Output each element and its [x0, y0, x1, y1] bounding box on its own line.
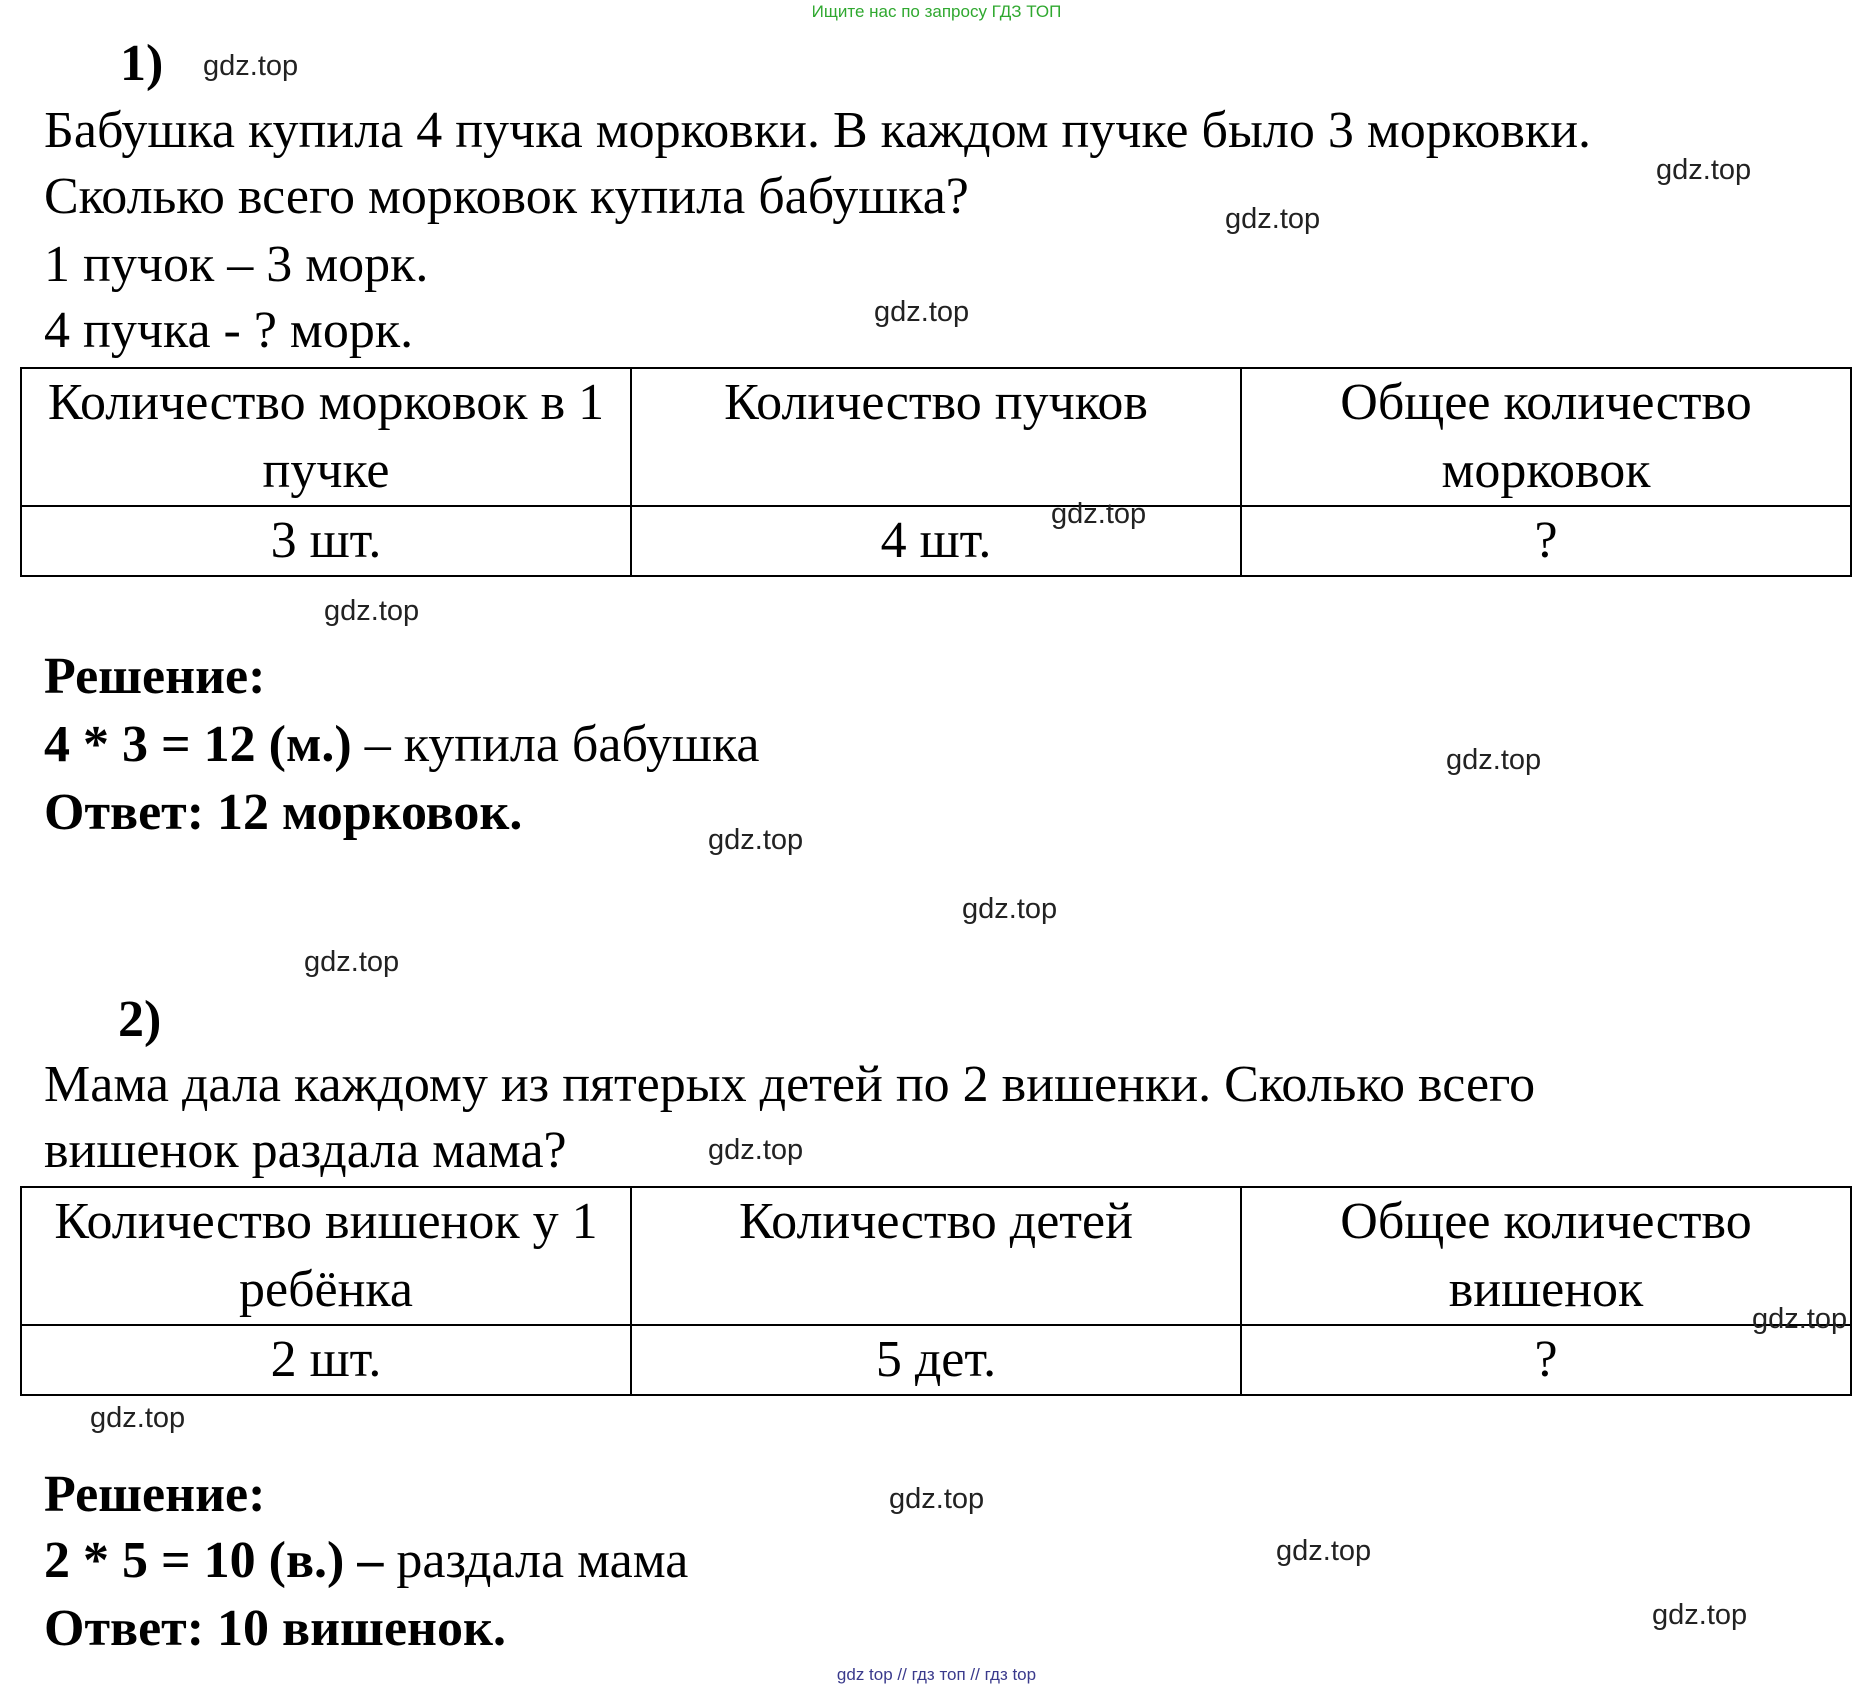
watermark: gdz.top: [203, 50, 299, 82]
task2-header-per-child: Количество вишенок у 1 ребёнка: [21, 1187, 631, 1325]
task1-note-line2: 4 пучка - ? морк.: [44, 302, 414, 359]
task2-table: [20, 1186, 1852, 1396]
task1-text-line2: Сколько всего морковок купила бабушка?: [44, 168, 969, 225]
task2-number: 2): [118, 991, 162, 1048]
task1-answer: Ответ: 12 морковок.: [44, 784, 523, 841]
task2-value-per-child: 2 шт.: [21, 1325, 631, 1395]
task2-solution-label: Решение:: [44, 1466, 266, 1523]
task1-text-line1: Бабушка купила 4 пучка морковки. В каждом пучке было 3 морковки.: [44, 102, 1592, 159]
task1-header-per-bunch: Количество морковок в 1 пучке: [21, 368, 631, 506]
task2-header-total: Общее количество вишенок: [1241, 1187, 1851, 1325]
task2-table-value-row: [21, 1325, 1851, 1395]
task1-table: [20, 367, 1852, 577]
task1-solution-expr: 4 * 3 = 12 (м.): [44, 716, 352, 773]
watermark: gdz.top: [1276, 1535, 1372, 1567]
task1-header-bunches: Количество пучков: [631, 368, 1241, 506]
watermark: gdz.top: [90, 1402, 186, 1434]
task1-table-value-row: [21, 506, 1851, 576]
task2-answer: Ответ: 10 вишенок.: [44, 1600, 506, 1657]
task2-solution-expr: 2 * 5 = 10 (в.) –: [44, 1532, 384, 1589]
watermark: gdz.top: [324, 595, 420, 627]
task2-header-children: Количество детей: [631, 1187, 1241, 1325]
watermark: gdz.top: [1051, 498, 1147, 530]
task2-value-total: ?: [1241, 1325, 1851, 1395]
task2-solution-rest: раздала мама: [383, 1532, 689, 1589]
task1-solution-rest: – купила бабушка: [351, 716, 760, 773]
task1-solution-label: Решение:: [44, 648, 266, 705]
watermark: gdz.top: [1652, 1599, 1748, 1631]
watermark: gdz.top: [962, 893, 1058, 925]
task1-table-header-row: [21, 368, 1851, 506]
watermark: gdz.top: [1446, 744, 1542, 776]
task1-number: 1): [120, 35, 164, 92]
watermark: gdz.top: [1752, 1303, 1848, 1335]
task2-value-children: 5 дет.: [631, 1325, 1241, 1395]
task1-note-line1: 1 пучок – 3 морк.: [44, 236, 429, 293]
task1-solution-line: [44, 712, 760, 778]
watermark: gdz.top: [708, 1134, 804, 1166]
task1-value-total: ?: [1241, 506, 1851, 576]
watermark: gdz.top: [1225, 203, 1321, 235]
watermark: gdz.top: [1656, 154, 1752, 186]
task1-value-per-bunch: 3 шт.: [21, 506, 631, 576]
task1-value-bunches: 4 шт.: [631, 506, 1241, 576]
watermark: gdz.top: [889, 1483, 985, 1515]
watermark: gdz.top: [304, 946, 400, 978]
task2-table-header-row: [21, 1187, 1851, 1325]
task1-header-total: Общее количество морковок: [1241, 368, 1851, 506]
watermark: gdz.top: [708, 824, 804, 856]
task2-text-line1: Мама дала каждому из пятерых детей по 2 вишенки. Сколько всего: [44, 1056, 1536, 1113]
watermark: gdz.top: [874, 296, 970, 328]
task2-text-line2: вишенок раздала мама?: [44, 1122, 567, 1179]
header-note: Ищите нас по запросу ГДЗ ТОП: [811, 2, 1062, 21]
footer-note: gdz top // гдз топ // гдз top: [836, 1665, 1037, 1684]
task2-solution-line: [44, 1528, 688, 1594]
